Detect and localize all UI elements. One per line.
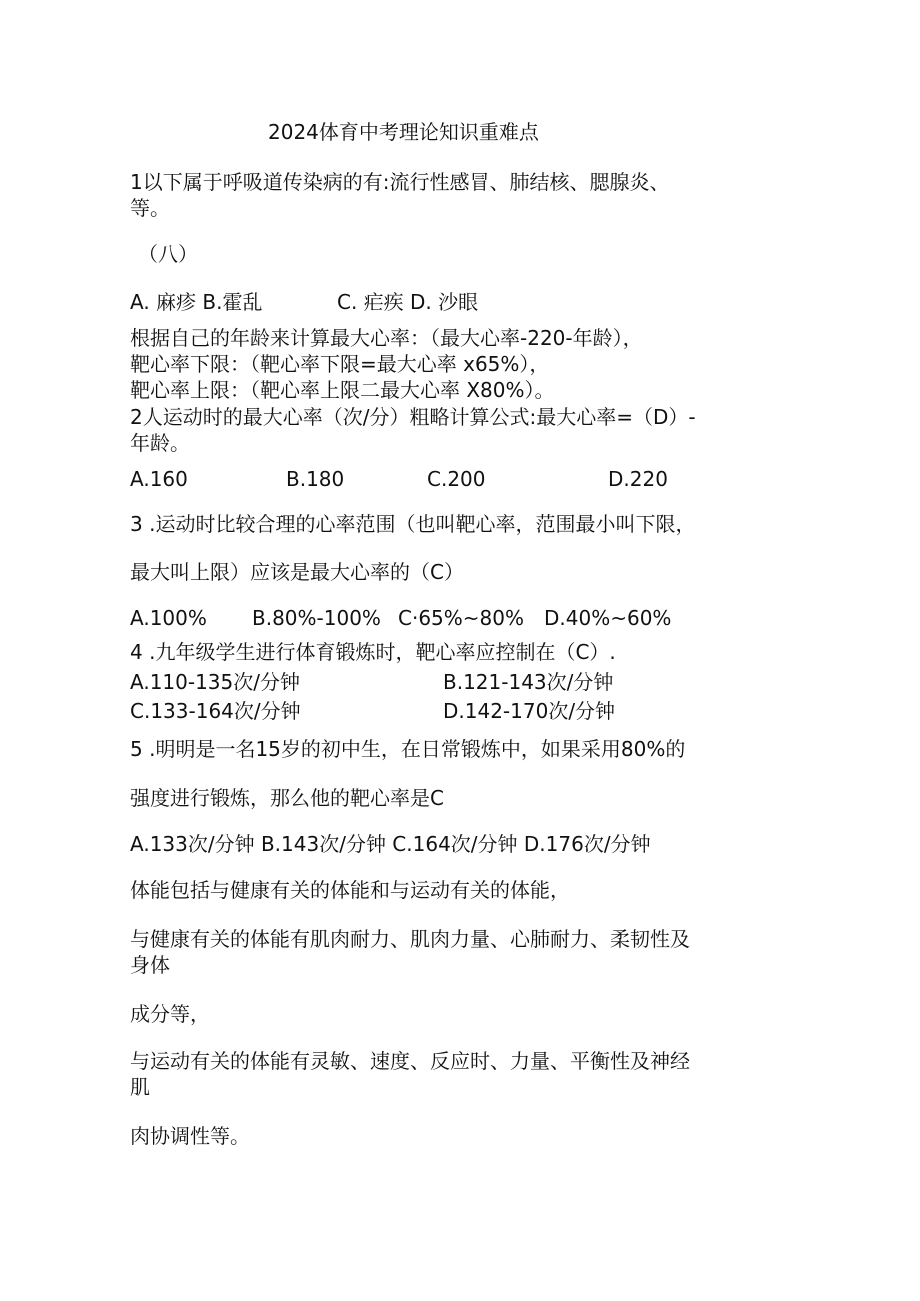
fitness-sport-line1: 与运动有关的体能有灵敏、速度、反应时、力量、平衡性及神经 [130, 1049, 690, 1073]
q3-text-line2: 最大叫上限）应该是最大心率的（C） [130, 560, 464, 584]
q1-option-cd: C. 疟疾 D. 沙眼 [337, 290, 479, 314]
fitness-health-line1: 与健康有关的体能有肌肉耐力、肌肉力量、心肺耐力、柔韧性及 [130, 927, 690, 951]
q3-option-a: A.100% [130, 606, 207, 630]
fitness-sport-line3: 肉协调性等。 [130, 1124, 250, 1148]
q2-option-b: B.180 [286, 467, 345, 491]
q3-option-b: B.80%-100% [252, 606, 381, 630]
note-max-heart-rate: 根据自己的年龄来计算最大心率：（最大心率-220-年龄）， [130, 326, 643, 350]
fitness-health-line3: 成分等， [130, 1002, 210, 1026]
fitness-sport-line2: 肌 [130, 1075, 150, 1099]
q1-text-line1: 1以下属于呼吸道传染病的有:流行性感冒、肺结核、腮腺炎、 [130, 170, 670, 194]
q4-option-c: C.133-164次/分钟 [130, 699, 301, 723]
q4-text: 4 .九年级学生进行体育锻炼时，靶心率应控制在（C）. [130, 640, 616, 664]
q2-option-c: C.200 [427, 467, 486, 491]
q5-text-line1: 5 .明明是一名15岁的初中生，在日常锻炼中，如果采用80%的 [130, 737, 686, 761]
q4-option-d: D.142-170次/分钟 [443, 699, 616, 723]
q4-option-b: B.121-143次/分钟 [443, 670, 614, 694]
fitness-intro: 体能包括与健康有关的体能和与运动有关的体能， [130, 878, 570, 902]
q2-text-line2: 年龄。 [130, 431, 190, 455]
q1-answer: （八） [138, 242, 198, 266]
fitness-health-line2: 身体 [130, 953, 170, 977]
q3-text-line1: 3 .运动时比较合理的心率范围（也叫靶心率，范围最小叫下限， [130, 512, 696, 536]
note-target-lower: 靶心率下限：（靶心率下限=最大心率 x65%）， [130, 352, 550, 376]
q1-option-ab: A. 麻疹 B.霍乱 [130, 290, 263, 314]
q5-options: A.133次/分钟 B.143次/分钟 C.164次/分钟 D.176次/分钟 [130, 832, 651, 856]
q3-option-d: D.40%~60% [544, 606, 672, 630]
q2-text-line1: 2人运动时的最大心率（次/分）粗略计算公式:最大心率=（D）- [130, 405, 696, 429]
q4-option-a: A.110-135次/分钟 [130, 670, 300, 694]
q5-text-line2: 强度进行锻炼，那么他的靶心率是C [130, 786, 444, 810]
q1-text-line2: 等。 [130, 196, 170, 220]
note-target-upper: 靶心率上限：（靶心率上限二最大心率 X80%）。 [130, 378, 555, 402]
page-title: 2024体育中考理论知识重难点 [268, 120, 539, 144]
q2-option-a: A.160 [130, 467, 188, 491]
q2-option-d: D.220 [608, 467, 668, 491]
q3-option-c: C·65%~80% [398, 606, 524, 630]
